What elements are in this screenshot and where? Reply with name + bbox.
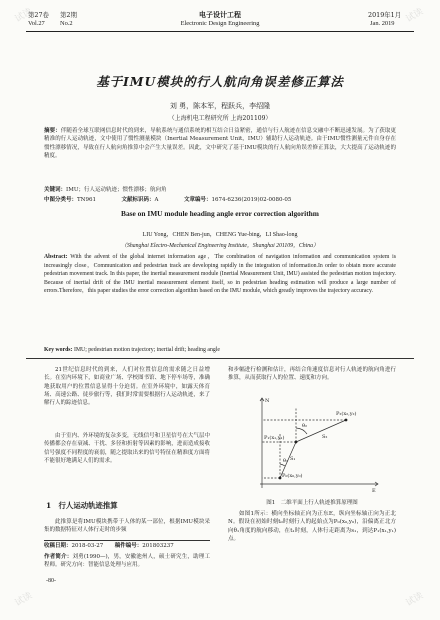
authors-cn: 刘 勇，陈本军，程跃兵，李绍隆 — [169, 102, 271, 110]
header-vol-cn: 第27卷 — [28, 11, 49, 19]
label-theta1: θ₁ — [283, 458, 289, 464]
abstract-rule — [26, 358, 414, 359]
article-no-value: 1674-6236(2019)02-0080-05 — [211, 197, 292, 203]
header-no-en: No.2 — [60, 20, 73, 27]
abstract-en-text: With the advent of the global internet information age，The combination of navigation information and communication system is increasingly close，Communication and pedestrian track are developing rapidly in the integration of information.In order to obtain more accurate pedestrian movement track. In this paper, the inertial measurement module (Inertial Measurement Unit, IMU) assisted the pedestrian motion trajectory. Because of inertial drift of the IMU inertial measurement element itself, so in pedestrian heading estimation will produce a large number of errors.Therefore，this paper studies the error correction algorithm based on the IMU module, which greatly improves the trajectory accuracy. — [44, 254, 396, 295]
intro-paragraph-1: 21世纪信息时代的到来，人们对位置信息的需求随之日益增长。在室内环境下，如商业广场、学校图书馆、地下停车场等，准确地获取用户的位置信息显得十分迫切。在室外环境中，如露天体育场、高速公路、徒步旅行等，我们时常需要根据行人运动轨迹，来了解行人的踪迹信息。 — [44, 367, 210, 407]
label-theta2: θ₂ — [302, 423, 308, 429]
meta-cn — [44, 196, 396, 204]
abstract-en — [44, 253, 396, 296]
keywords-cn-text: IMU；行人运动轨迹；惯性漂移；航向角 — [66, 187, 167, 193]
affiliation-en: （Shanghai Electro-Mechanical Engineering Institute，Shanghai 201109，China） — [121, 243, 319, 249]
watermark: 试读 — [13, 590, 35, 609]
label-s2: S₂ — [322, 434, 328, 440]
keywords-cn-label: 关键词： — [44, 187, 67, 193]
watermark: 试读 — [404, 590, 426, 609]
clc-label: 中图分类号： — [44, 197, 78, 203]
abstract-en-label: Abstract: — [44, 254, 68, 260]
article-no-label: 文章编号： — [184, 197, 212, 203]
header-rule — [26, 31, 414, 32]
paper-title-en: Base on IMU module heading angle error correction algorithm — [121, 209, 319, 218]
header-no-cn: 第2期 — [60, 11, 77, 19]
keywords-en — [44, 346, 396, 354]
keywords-en-label: Key words: — [44, 347, 73, 353]
section-1-paragraph: 此推算是将IMU模块携带于人体的某一部位，根据IMU模块采集的数据特征对人体行走时的步频 — [44, 519, 210, 534]
doc-code-value: A — [154, 197, 159, 203]
manuscript-no-value: 201803237 — [142, 543, 174, 549]
footnote-received — [44, 542, 224, 550]
label-p2: P₂(x₂,y₂) — [336, 411, 357, 417]
received-value: 2018-03-27 — [71, 543, 104, 549]
footnote-author — [44, 553, 210, 570]
author-bio-label: 作者简介： — [44, 554, 73, 560]
page-number: -80- — [46, 578, 56, 584]
authors-en: LIU Yong，CHEN Ben-jun，CHENG Yue-bing，LI Shao-long — [142, 232, 298, 238]
doc-code-label: 文献标识码： — [121, 197, 155, 203]
right-paragraph-1: 和步幅进行检测和估计，再结合角速度信息对行人轨迹的航向角进行推算，从而获取行人的位置、速度和方向。 — [228, 367, 396, 382]
header-journal-en: Electronic Design Engineering — [180, 20, 260, 27]
header-date-cn: 2019年1月 — [368, 11, 402, 19]
watermark: 试读 — [404, 6, 426, 25]
header-vol-en: Vol.27 — [28, 20, 45, 27]
right-paragraph-2: 如图1所示：横向坐标轴正向为正东E，纵向坐标轴正向为正北N。假设在初始时刻t₀时刻行人的起始点为P₀(x₀,y₀)，沿偏离正北方向θ₁角度的航向移动，在t₁时刻，人体行走距离为s₁，到达P₁(x₁,y₁)点。 — [228, 511, 396, 542]
label-p0: P₀(x₀,y₀) — [282, 473, 303, 479]
abstract-cn — [44, 127, 396, 160]
paper-title-cn: 基于IMU模块的行人航向角误差修正算法 — [96, 74, 344, 89]
keywords-en-text: IMU; pedestrian motion trajectory; inertial drift; heading angle — [73, 347, 220, 353]
footnote-rule — [44, 540, 210, 541]
abstract-cn-label: 摘要： — [44, 128, 61, 134]
section-1-heading: 1 行人运动轨迹推算 — [46, 501, 118, 510]
manuscript-no-label: 稿件编号： — [114, 543, 143, 549]
figure-1-diagram — [250, 394, 384, 494]
header-date-en: Jan. 2019 — [370, 20, 395, 27]
label-s1: S₁ — [290, 456, 296, 462]
keywords-cn — [44, 186, 396, 194]
abstract-cn-text: 伴随着全球互联网信息时代的到来，导航系统与通信系统的相互结合日益紧密，通信与行人航迹在信息交融中不断迅速发展。为了获取更精准的行人运动轨迹，文中使用了惯性测量模块（Inertial Measurement Unit，IMU）辅助行人运动轨迹。由于IMU惯性测量元件自身存在惯性漂移情况，导致在行人航向角推算中会产生大量误差。因此，文中研究了基于IMU模块的行人航向角误差修正算法，大大提高了运动轨迹的精度。 — [44, 128, 396, 159]
header-journal-cn: 电子设计工程 — [199, 10, 241, 19]
axis-e-label: E — [372, 488, 376, 494]
label-p1: P₁(x₁,y₁) — [264, 435, 285, 441]
intro-paragraph-2: 由于室内、外环境的复杂多变，无线信号和卫星信号在大气层中传播都会存在衰减、干扰、多径和折射等因素的影响，进而造成接收信号强度不同程度的衰弱，随之提取出来的信号特征在精准度方面将不能很好地满足人们的需求。 — [44, 433, 210, 464]
figure-1-caption: 图1 二维平面上行人轨迹推算原理图 — [266, 500, 358, 506]
watermark: 试读 — [13, 6, 35, 25]
affiliation-cn: （上海机电工程研究所 上海201109） — [168, 115, 272, 122]
clc-value: TN961 — [77, 197, 96, 203]
axis-n-label: N — [265, 398, 270, 404]
received-label: 收稿日期： — [44, 543, 72, 549]
author-bio-text: 刘勇(1990—)，男，安徽池州人，硕士研究生，助理工程师。研究方向：智能信息处理与应用。 — [44, 554, 210, 569]
